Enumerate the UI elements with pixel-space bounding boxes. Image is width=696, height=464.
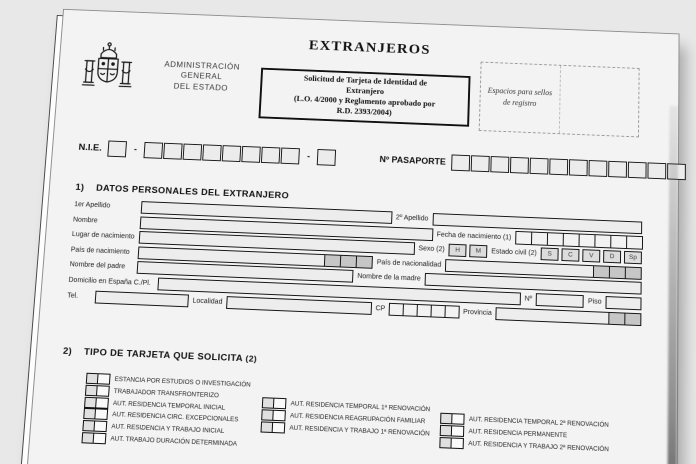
lugar-nacimiento-label: Lugar de nacimiento <box>71 231 135 241</box>
nie-cell[interactable] <box>107 140 127 157</box>
tipo-option-label: TRABAJADOR TRANSFRONTERIZO <box>113 387 220 400</box>
passport-cells <box>451 154 687 180</box>
sexo-checkbox[interactable]: M <box>469 245 487 258</box>
spain-coat-of-arms-icon <box>80 41 135 103</box>
fecha-cell[interactable] <box>594 234 611 248</box>
passport-label: Nº PASAPORTE <box>379 154 446 167</box>
agency-line: DEL ESTADO <box>173 81 229 93</box>
sexo-label: Sexo (2) <box>418 245 445 254</box>
fecha-cell[interactable] <box>547 232 564 246</box>
passport-cell[interactable] <box>589 160 608 177</box>
country-code-cell[interactable] <box>593 266 609 277</box>
tipo-option-label: AUT. RESIDENCIA TEMPORAL INICIAL <box>112 399 226 412</box>
estado-civil-checkbox[interactable]: V <box>582 249 600 262</box>
form-title-box <box>258 68 470 127</box>
card-type-options <box>24 370 673 464</box>
cp-cells <box>389 302 459 318</box>
passport-cell[interactable] <box>451 154 470 171</box>
sexo-options <box>448 244 487 258</box>
section-personal-data <box>35 181 674 327</box>
localidad-field[interactable] <box>226 296 372 315</box>
checkbox[interactable] <box>273 409 287 421</box>
registry-stamp-box <box>479 62 640 138</box>
nombre-label: Nombre <box>72 216 98 225</box>
form-header <box>49 16 675 153</box>
provincia-label: Provincia <box>462 308 492 317</box>
checkbox[interactable] <box>93 433 107 445</box>
nie-cells-group2 <box>143 141 300 163</box>
tipo-option-label: ESTANCIA POR ESTUDIOS O INVESTIGACIÓN <box>114 375 251 389</box>
section2-title: TIPO DE TARJETA QUE SOLICITA (2) <box>83 346 258 364</box>
nie-label: N.I.E. <box>78 141 103 154</box>
piso-field[interactable] <box>605 296 641 310</box>
nombre-padre-label: Nombre del padre <box>69 261 126 271</box>
fecha-cell[interactable] <box>563 233 580 247</box>
passport-cell[interactable] <box>648 162 667 179</box>
checkbox[interactable] <box>95 409 109 421</box>
nie-cell[interactable] <box>261 146 280 163</box>
nie-cell[interactable] <box>280 147 299 164</box>
fecha-nacimiento-label: Fecha de nacimiento (1) <box>436 231 512 242</box>
tipo-option-label: AUT. RESIDENCIA Y TRABAJO 1ª RENOVACIÓN <box>289 424 430 438</box>
nie-cell[interactable] <box>222 145 242 162</box>
tel-label: Tel. <box>67 292 79 300</box>
form-title-line: (L.O. 4/2000 y Reglamento aprobado por <box>293 94 436 109</box>
tipo-option-label: AUT. RESIDENCIA PERMANENTE <box>468 427 568 440</box>
nie-cell[interactable] <box>317 149 336 166</box>
passport-cell[interactable] <box>491 156 510 173</box>
nie-cell[interactable] <box>163 142 183 159</box>
form-paper <box>7 15 676 464</box>
nie-cell[interactable] <box>143 141 163 158</box>
page-title: EXTRANJEROS <box>308 38 431 58</box>
tipo-option-label: AUT. RESIDENCIA CIRC. EXCEPCIONALES <box>111 411 239 424</box>
estado-civil-checkbox[interactable]: D <box>603 250 621 263</box>
form-title-line: Solicitud de Tarjeta de Identidad de <box>303 74 428 88</box>
country-code-cell[interactable] <box>324 255 340 266</box>
card-type-column-3 <box>439 412 673 458</box>
passport-cell[interactable] <box>530 157 549 174</box>
country-code-cell[interactable] <box>356 256 372 267</box>
nie-cell[interactable] <box>202 144 222 161</box>
passport-cell[interactable] <box>668 163 687 180</box>
section1-title: DATOS PERSONALES DEL EXTRANJERO <box>95 182 290 201</box>
provincia-code-cell[interactable] <box>608 312 624 324</box>
passport-cell[interactable] <box>609 160 628 177</box>
cp-cell[interactable] <box>445 305 460 318</box>
card-type-column-2 <box>260 397 440 440</box>
stamp-text-line: de registro <box>502 98 537 108</box>
fecha-cell[interactable] <box>610 235 627 249</box>
country-code-cell[interactable] <box>625 267 641 278</box>
section1-number: 1) <box>75 182 85 193</box>
stamp-cell-left <box>480 63 561 134</box>
checkbox[interactable] <box>273 398 287 410</box>
pais-nacimiento-label: País de nacimiento <box>70 246 130 256</box>
nie-dash: - <box>133 144 138 155</box>
nie-dash: - <box>306 151 311 162</box>
numero-field[interactable] <box>536 293 584 308</box>
nie-cell[interactable] <box>182 143 202 160</box>
passport-cell[interactable] <box>569 159 588 176</box>
nie-cells-group1 <box>107 140 128 157</box>
checkbox[interactable] <box>97 373 111 385</box>
card-type-column-1 <box>81 372 263 451</box>
agency-line: GENERAL <box>180 71 223 82</box>
fecha-cell[interactable] <box>531 232 548 246</box>
checkbox[interactable] <box>96 385 110 397</box>
sexo-checkbox[interactable]: H <box>448 244 466 257</box>
estado-civil-checkbox[interactable]: S <box>541 248 559 261</box>
estado-civil-options <box>541 248 642 265</box>
section2-suffix: (2) <box>245 352 258 364</box>
form-title-line: Extranjero <box>345 86 385 96</box>
tipo-option-label: AUT. TRABAJO DURACIÓN DETERMINADA <box>110 435 238 448</box>
domicilio-label: Domicilio en España C./Pl. <box>68 276 151 288</box>
stamp-cell-right <box>559 66 638 137</box>
apellido2-label: 2º Apellido <box>395 214 429 223</box>
checkbox[interactable] <box>451 425 464 437</box>
tel-field[interactable] <box>95 290 189 307</box>
passport-cell[interactable] <box>550 158 569 175</box>
checkbox[interactable] <box>451 437 465 449</box>
form-title-line: R.D. 2393/2004) <box>336 106 392 117</box>
tipo-option-label: AUT. RESIDENCIA TEMPORAL 2ª RENOVACIÓN <box>468 415 609 429</box>
estado-civil-checkbox[interactable]: Sp <box>624 251 642 264</box>
tipo-option-label: AUT. RESIDENCIA REAGRUPACIÓN FAMILIAR <box>289 412 426 425</box>
numero-label: Nº <box>524 295 533 303</box>
passport-cell[interactable] <box>628 161 647 178</box>
agency-line: ADMINISTRACIÓN <box>164 60 241 72</box>
section2-number: 2) <box>62 345 73 356</box>
country-code-cell[interactable] <box>340 256 356 267</box>
checkbox[interactable] <box>452 413 465 425</box>
passport-cell[interactable] <box>471 155 490 172</box>
passport-cell[interactable] <box>510 156 529 173</box>
checkbox[interactable] <box>272 421 286 433</box>
fecha-cell[interactable] <box>515 231 532 245</box>
provincia-code-cell[interactable] <box>624 313 640 325</box>
tipo-option-label: AUT. RESIDENCIA TEMPORAL 1ª RENOVACIÓN <box>290 400 431 414</box>
nie-cells-group3 <box>317 149 337 166</box>
nie-cell[interactable] <box>241 145 260 162</box>
localidad-label: Localidad <box>192 297 223 306</box>
estado-civil-label: Estado civil (2) <box>491 248 537 258</box>
apellido1-label: 1er Apellido <box>73 201 111 210</box>
agency-name <box>139 58 263 95</box>
pais-nacionalidad-label: País de nacionalidad <box>376 259 442 269</box>
checkbox[interactable] <box>94 421 108 433</box>
tipo-option-label: AUT. RESIDENCIA Y TRABAJO 2ª RENOVACIÓN <box>468 439 609 453</box>
piso-label: Piso <box>587 298 602 306</box>
tipo-option-label: AUT. RESIDENCIA Y TRABAJO INICIAL <box>111 423 225 436</box>
checkbox[interactable] <box>96 397 110 409</box>
nombre-madre-label: Nombre de la madre <box>357 273 421 283</box>
provincia-field[interactable] <box>496 307 642 326</box>
fecha-cell[interactable] <box>579 234 596 248</box>
country-code-cell[interactable] <box>609 267 625 278</box>
estado-civil-checkbox[interactable]: C <box>561 249 579 262</box>
fecha-cell[interactable] <box>626 236 643 250</box>
stamp-text-line: Espacios para sellos <box>487 86 553 98</box>
cp-label: CP <box>375 304 386 313</box>
